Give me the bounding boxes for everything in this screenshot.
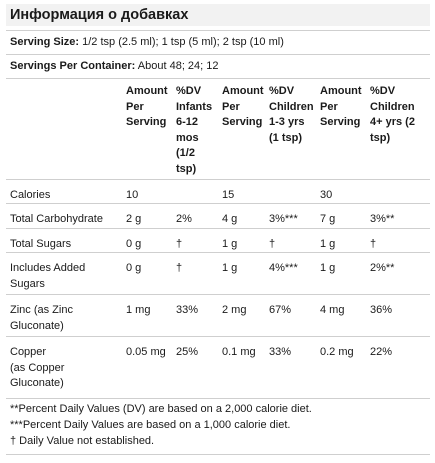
column-header-line: Children [269,100,314,113]
nutrient-name: Sugars [10,277,45,290]
serving-size-label: Serving Size: [10,36,80,48]
column-header-line: (1 tsp) [269,131,302,144]
column-header-line: %DV [176,85,202,97]
servings-per-container-line [10,60,219,72]
column-header-line: 6-12 [176,116,199,128]
servings-per-container-value: About 48; 24; 12 [135,60,219,72]
nutrient-value: 4%*** [269,262,298,274]
row-divider [6,203,430,204]
nutrient-name: Includes Added [10,262,86,274]
column-header-line: %DV [370,85,396,97]
nutrient-value: 2%** [370,262,395,274]
nutrient-value: † [176,238,183,250]
nutrient-name: Gluconate) [10,319,64,332]
nutrient-name: Total Sugars [10,238,72,250]
column-header-line: Serving [126,116,167,128]
footnote: † Daily Value not established. [10,435,155,447]
nutrient-value: 3%*** [269,213,298,225]
nutrient-value: 0 g [126,262,142,274]
nutrient-value: 15 [222,189,235,201]
nutrient-value: 25% [176,346,199,358]
divider [6,454,430,455]
nutrient-value: 1 mg [126,304,151,316]
serving-size-value: 1/2 tsp (2.5 ml); 1 tsp (5 ml); 2 tsp (10 ml) [79,36,284,48]
column-header-line: Amount [320,85,362,97]
nutrient-value: 1 g [222,238,238,250]
column-header-line: Amount [222,85,264,97]
nutrient-value: 1 g [320,238,336,250]
nutrient-name: Copper [10,346,47,358]
row-divider [6,228,430,229]
nutrient-value: 10 [126,189,139,201]
nutrient-name: Gluconate) [10,377,64,389]
divider [6,398,430,399]
nutrient-value: 33% [176,304,199,316]
nutrient-value: 4 mg [320,304,345,316]
nutrient-value: 2% [176,213,192,225]
nutrient-value: 3%** [370,213,395,225]
column-header-line: %DV [269,85,295,97]
column-header-line: 1-3 yrs [269,116,305,128]
nutrient-value: 30 [320,189,333,201]
nutrient-name: Zinc (as Zinc [10,304,73,316]
nutrient-value: 1 g [222,262,238,274]
nutrient-value: 0 g [126,238,142,250]
footnote: **Percent Daily Values (DV) are based on a 2,000 calorie diet. [10,403,312,415]
column-header-line: 4+ yrs (2 [370,116,415,128]
serving-size-line [10,36,284,48]
column-header-line: tsp) [176,162,197,175]
column-header-line: mos [176,131,199,144]
nutrient-value: 7 g [320,213,336,225]
row-divider [6,294,430,295]
row-divider [6,179,430,180]
nutrient-value: 2 g [126,213,142,225]
column-header-line: Infants [176,100,213,113]
column-header-line: Per [222,100,240,113]
divider [6,30,430,31]
nutrient-value: 0.05 mg [126,346,166,358]
column-header-line: Serving [222,116,263,128]
nutrient-value: 67% [269,304,292,316]
nutrient-value: 22% [370,346,393,358]
column-header-line: Children [370,100,415,113]
nutrient-value: † [176,262,183,274]
divider [6,78,430,79]
nutrient-value: 33% [269,346,292,358]
column-header-line: (1/2 [176,147,195,159]
divider [6,54,430,55]
column-header-line: Per [126,100,144,113]
nutrient-value: 36% [370,304,393,316]
servings-per-container-label: Servings Per Container: [10,60,136,72]
panel-title: Информация о добавках [6,4,430,26]
column-header-line: Per [320,100,338,113]
nutrient-value: † [269,238,276,250]
footnote: ***Percent Daily Values are based on a 1,000 calorie diet. [10,419,291,431]
column-header-line: Amount [126,85,168,97]
nutrient-value: 4 g [222,213,238,225]
nutrient-name: Total Carbohydrate [10,213,103,225]
column-header-line: tsp) [370,131,391,144]
nutrient-value: 2 mg [222,304,247,316]
column-header-line: Serving [320,116,361,128]
nutrient-value: 0.2 mg [320,346,354,358]
nutrient-value: † [370,238,377,250]
nutrient-value: 0.1 mg [222,346,256,358]
nutrient-name: (as Copper [10,361,65,374]
row-divider [6,336,430,337]
nutrient-name: Calories [10,189,51,201]
nutrient-value: 1 g [320,262,336,274]
